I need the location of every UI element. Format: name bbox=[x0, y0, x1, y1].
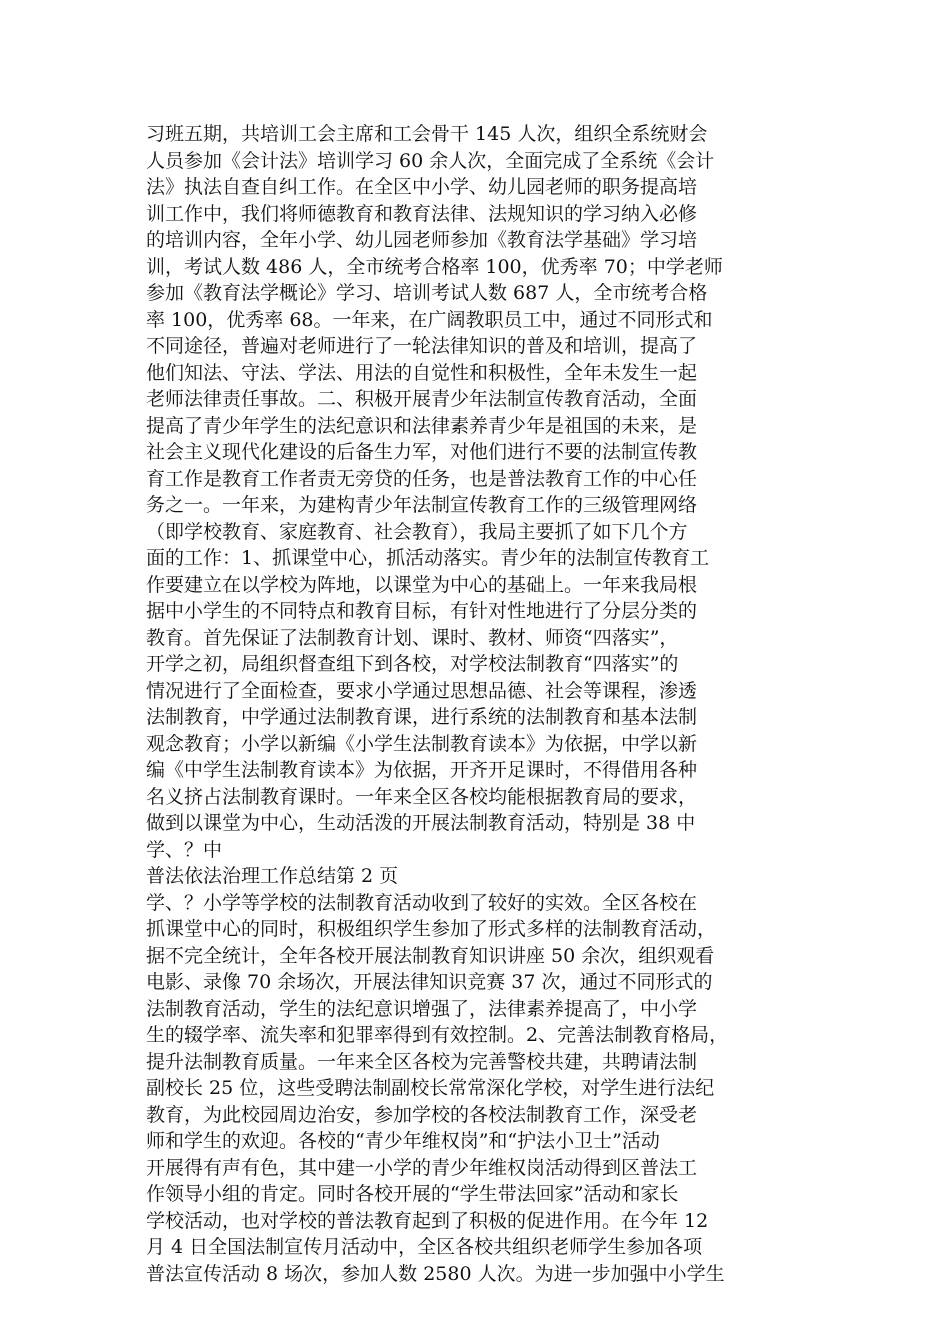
body-line: 提高了青少年学生的法纪意识和法律素养青少年是祖国的未来，是 bbox=[146, 414, 698, 437]
body-line: 编《中学生法制教育读本》为依据，开齐开足课时，不得借用各种 bbox=[146, 759, 698, 781]
body-line: 师和学生的欢迎。各校的“青少年维权岗”和“护法小卫士”活动 bbox=[146, 1130, 660, 1152]
body-line: 作领导小组的肯定。同时各校开展的“学生带法回家”活动和家长 bbox=[146, 1183, 679, 1205]
body-line: 学、？中 bbox=[146, 838, 223, 861]
body-line: 训，考试人数 486 人，全市统考合格率 100，优秀率 70；中学老师 bbox=[146, 255, 723, 278]
body-line: 名义挤占法制教育课时。一年来全区各校均能根据教育局的要求， bbox=[146, 785, 698, 808]
body-line: 据不完全统计，全年各校开展法制教育知识讲座 50 余次，组织观看 bbox=[146, 944, 715, 967]
body-line: 副校长 25 位，这些受聘法制副校长常常深化学校，对学生进行法纪 bbox=[146, 1077, 715, 1099]
body-line: 生的辍学率、流失率和犯罪率得到有效控制。2、完善法制教育格局， bbox=[146, 1024, 729, 1046]
body-line: 他们知法、守法、学法、用法的自觉性和积极性，全年未发生一起 bbox=[146, 361, 698, 384]
body-line: 的培训内容，全年小学、幼儿园老师参加《教育法学基础》学习培 bbox=[146, 229, 698, 251]
body-line: 开学之初，局组织督查组下到各校，对学校法制教育“四落实”的 bbox=[146, 653, 679, 675]
document-body bbox=[146, 121, 816, 1287]
body-line: 教育，为此校园周边治安，参加学校的各校法制教育工作，深受老 bbox=[146, 1103, 698, 1126]
body-line: 育工作是教育工作者责无旁贷的任务，也是普法教育工作的中心任 bbox=[146, 467, 698, 490]
body-line: 据中小学生的不同特点和教育目标，有针对性地进行了分层分类的 bbox=[146, 600, 698, 622]
body-line: 面的工作：1、抓课堂中心，抓活动落实。青少年的法制宣传教育工 bbox=[146, 547, 710, 569]
body-line: 法》执法自查自纠工作。在全区中小学、幼儿园老师的职务提高培 bbox=[146, 176, 698, 198]
body-line: 法制教育活动，学生的法纪意识增强了，法律素养提高了，中小学 bbox=[146, 997, 698, 1020]
body-line: 务之一。一年来，为建构青少年法制宣传教育工作的三级管理网络 bbox=[146, 494, 698, 516]
body-line: 训工作中，我们将师德教育和教育法律、法规知识的学习纳入必修 bbox=[146, 202, 698, 225]
body-line: 不同途径，普遍对老师进行了一轮法律知识的普及和培训，提高了 bbox=[146, 335, 698, 357]
body-line: 提升法制教育质量。一年来全区各校为完善警校共建，共聘请法制 bbox=[146, 1050, 698, 1073]
body-line: 参加《教育法学概论》学习、培训考试人数 687 人，全市统考合格 bbox=[146, 282, 708, 304]
body-line: 抓课堂中心的同时，积极组织学生参加了形式多样的法制教育活动， bbox=[146, 918, 717, 940]
body-line: 情况进行了全面检查，要求小学通过思想品德、社会等课程，渗透 bbox=[146, 679, 698, 702]
body-line: 观念教育；小学以新编《小学生法制教育读本》为依据，中学以新 bbox=[146, 732, 698, 755]
body-line: 普法宣传活动 8 场次，参加人数 2580 人次。为进一步加强中小学生 bbox=[146, 1262, 725, 1285]
body-line: 率 100，优秀率 68。一年来，在广阔教职员工中，通过不同形式和 bbox=[146, 308, 713, 331]
body-line: 教育。首先保证了法制教育计划、课时、教材、师资“四落实”， bbox=[146, 626, 679, 649]
body-line: 法制教育，中学通过法制教育课，进行系统的法制教育和基本法制 bbox=[146, 706, 698, 728]
page-number-label: 普法依法治理工作总结第 2 页 bbox=[146, 865, 399, 887]
body-line: 月 4 日全国法制宣传月活动中，全区各校共组织老师学生参加各项 bbox=[146, 1236, 703, 1258]
body-line: 电影、录像 70 余场次，开展法律知识竞赛 37 次，通过不同形式的 bbox=[146, 971, 713, 993]
body-line: 做到以课堂为中心，生动活泼的开展法制教育活动，特别是 38 中 bbox=[146, 812, 696, 834]
body-line: 开展得有声有色，其中建一小学的青少年维权岗活动得到区普法工 bbox=[146, 1156, 698, 1179]
body-line: 老师法律责任事故。二、积极开展青少年法制宣传教育活动，全面 bbox=[146, 388, 698, 410]
body-line: 社会主义现代化建设的后备生力军，对他们进行不要的法制宣传教 bbox=[146, 441, 698, 463]
body-line: 人员参加《会计法》培训学习 60 余人次，全面完成了全系统《会计 bbox=[146, 149, 715, 172]
body-line: 学、？小学等学校的法制教育活动收到了较好的实效。全区各校在 bbox=[146, 891, 698, 914]
body-line: 作要建立在以学校为阵地，以课堂为中心的基础上。一年来我局根 bbox=[146, 573, 698, 596]
body-line: 习班五期，共培训工会主席和工会骨干 145 人次，组织全系统财会 bbox=[146, 123, 708, 145]
body-line: （即学校教育、家庭教育、社会教育），我局主要抓了如下几个方 bbox=[146, 520, 688, 543]
body-line: 学校活动，也对学校的普法教育起到了积极的促进作用。在今年 12 bbox=[146, 1209, 709, 1232]
